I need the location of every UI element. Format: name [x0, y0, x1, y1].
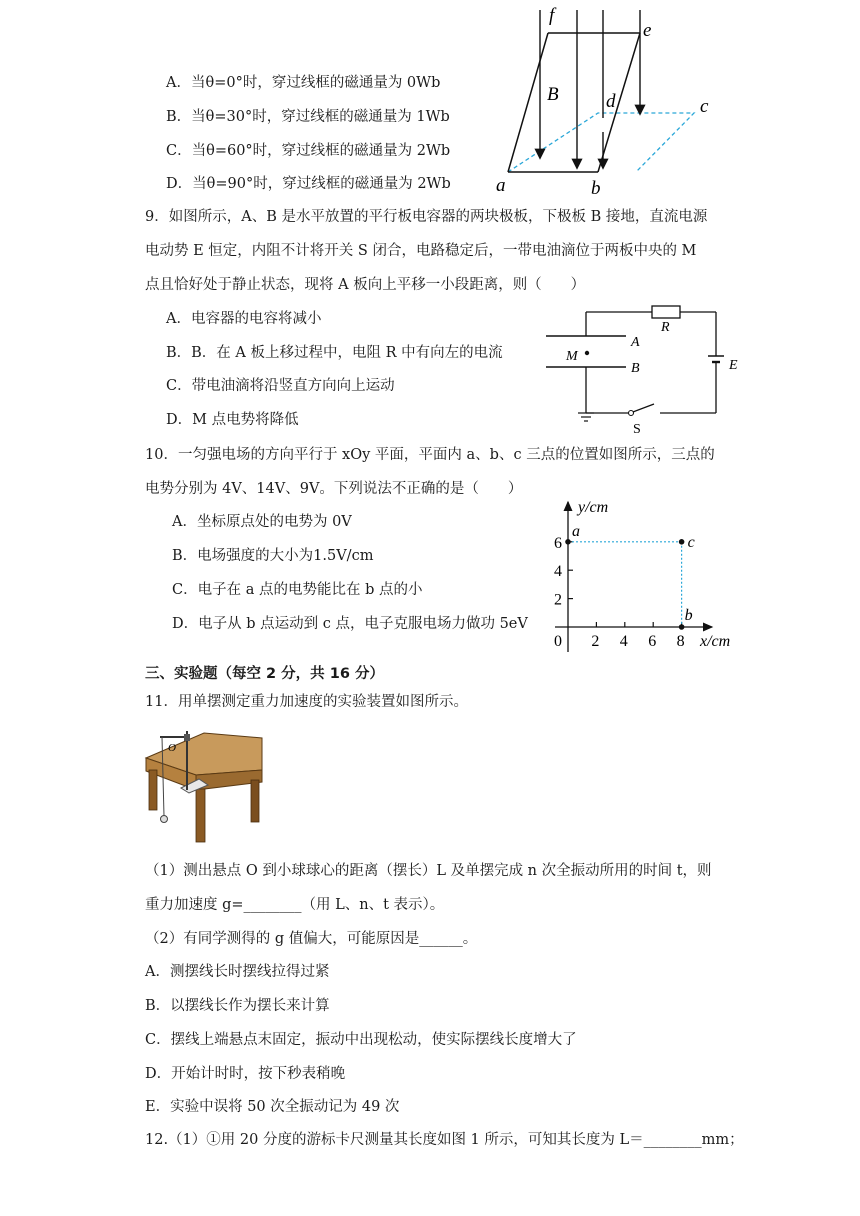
q8-option-d: D．当θ=90°时，穿过线框的磁通量为 2Wb: [166, 176, 451, 192]
q8-option-a: A．当θ=0°时，穿过线框的磁通量为 0Wb: [166, 75, 441, 91]
q9-label-A: A: [631, 335, 640, 350]
q9-option-d: D．M 点电势将降低: [166, 412, 299, 428]
q8-label-a: a: [496, 175, 506, 196]
q10-stem-1: 10．一匀强电场的方向平行于 xOy 平面，平面内 a、b、c 三点的位置如图所示，三点的: [145, 447, 715, 463]
q10-point-label-b: b: [684, 607, 693, 624]
q11-part2: （2）有同学测得的 g 值偏大，可能原因是______。: [145, 931, 478, 947]
q10-origin: 0: [554, 633, 562, 650]
section3-title: 三、实验题（每空 2 分，共 16 分）: [145, 666, 384, 682]
q8-option-c: C．当θ=60°时，穿过线框的磁通量为 2Wb: [166, 143, 451, 159]
q11-option-e: E．实验中误将 50 次全振动记为 49 次: [145, 1099, 400, 1115]
q8-label-B: B: [547, 84, 559, 105]
q11-option-d: D．开始计时时，按下秒表稍晚: [145, 1066, 346, 1082]
q9-label-B: B: [631, 361, 640, 376]
q9-stem-3: 点且恰好处于静止状态，现将 A 板向上平移一小段距离，则（ ）: [145, 277, 586, 293]
q10-stem-2: 电势分别为 4V、14V、9V。下列说法不正确的是（ ）: [145, 481, 523, 497]
q10-x-tick-label: 6: [648, 633, 657, 650]
q11-label-O: O: [168, 742, 176, 754]
q10-option-b: B．电场强度的大小为1.5V/cm: [172, 548, 374, 564]
q9-option-b: B．B．在 A 板上移过程中，电阻 R 中有向左的电流: [166, 345, 503, 361]
q8-label-c: c: [700, 96, 709, 117]
q9-label-R: R: [661, 320, 670, 335]
q8-option-b: B．当θ=30°时，穿过线框的磁通量为 1Wb: [166, 109, 450, 125]
q8-label-e: e: [643, 20, 652, 41]
q10-y-label: y/cm: [578, 499, 609, 516]
q10-x-tick-label: 2: [591, 633, 600, 650]
q10-option-c: C．电子在 a 点的电势能比在 b 点的小: [172, 582, 423, 598]
q10-y-tick-label: 6: [554, 534, 562, 552]
q10-y-tick-label: 2: [554, 591, 562, 609]
q10-y-tick-label: 4: [554, 563, 562, 581]
q11-option-a: A．测摆线长时摆线拉得过紧: [145, 964, 330, 980]
q10-x-tick-label: 4: [619, 633, 628, 650]
q11-part1-line2: 重力加速度 g=________（用 L、n、t 表示）。: [145, 897, 445, 913]
q9-label-E: E: [729, 358, 738, 373]
q8-label-b: b: [591, 178, 601, 199]
q10-x-label: x/cm: [700, 633, 731, 650]
q11-part1-line1: （1）测出悬点 O 到小球球心的距离（摆长）L 及单摆完成 n 次全振动所用的时间 t，则: [145, 863, 712, 879]
q10-option-a: A．坐标原点处的电势为 0V: [172, 514, 352, 530]
q9-option-c: C．带电油滴将沿竖直方向向上运动: [166, 378, 395, 394]
q10-x-tick-label: 8: [676, 633, 685, 650]
q8-label-d: d: [606, 91, 616, 112]
q9-label-M: M: [566, 349, 578, 364]
q12-stem: 12.（1）①用 20 分度的游标卡尺测量其长度如图 1 所示，可知其长度为 L＝________mm；: [145, 1132, 744, 1148]
q10-point-label-c: c: [687, 533, 695, 551]
q11-option-b: B．以摆线长作为摆长来计算: [145, 998, 330, 1014]
q8-label-f: f: [549, 5, 555, 26]
q11-stem: 11．用单摆测定重力加速度的实验装置如图所示。: [145, 694, 468, 710]
q9-option-a: A．电容器的电容将减小: [166, 311, 322, 327]
q9-stem-2: 电动势 E 恒定，内阻不计将开关 S 闭合，电路稳定后，一带电油滴位于两板中央的 M: [145, 243, 697, 259]
q10-point-label-a: a: [572, 522, 580, 540]
q10-option-d: D．电子从 b 点运动到 c 点，电子克服电场力做功 5eV: [172, 616, 528, 632]
q9-stem-1: 9．如图所示，A、B 是水平放置的平行板电容器的两块极板，下极板 B 接地，直流电源: [145, 209, 708, 225]
q9-label-S: S: [633, 422, 641, 437]
q11-option-c: C．摆线上端悬点末固定，振动中出现松动，使实际摆线长度增大了: [145, 1032, 577, 1048]
